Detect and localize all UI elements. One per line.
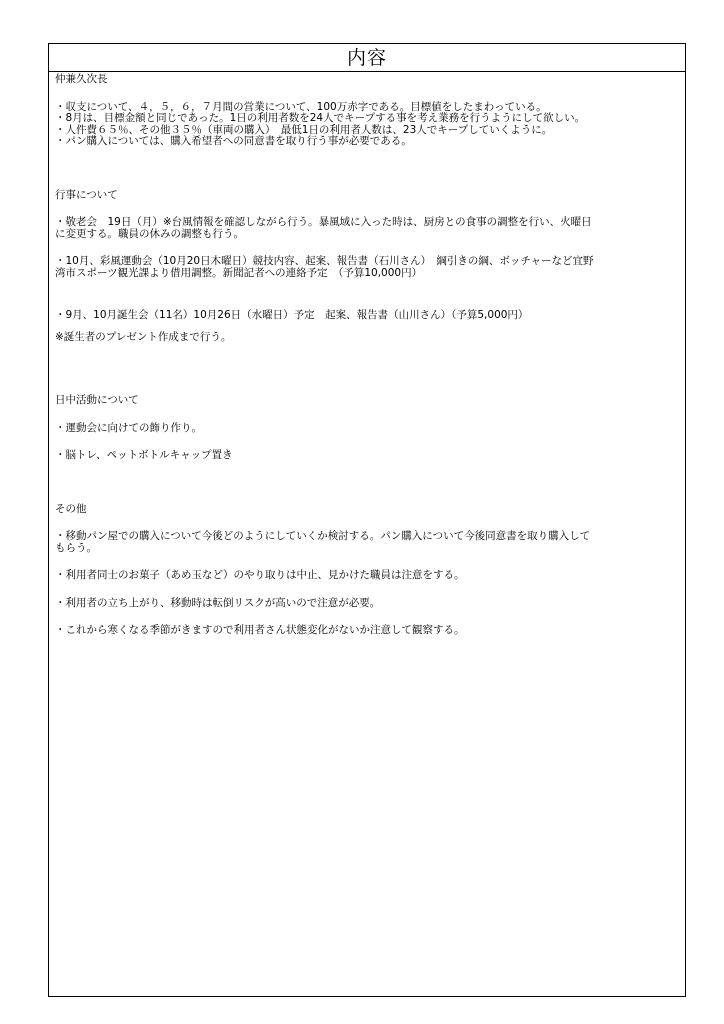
minutes-content bbox=[49, 72, 685, 637]
event-birthday-note: ※誕生者のプレゼント作成まで行う。 bbox=[55, 330, 232, 343]
other-line: ・移動パン屋での購入について今後どのようにしていくか検討する。パン購入について今後同意書を取り購入して bbox=[55, 530, 591, 542]
other-item: ・利用者同士のお菓子（あめ玉など）のやり取りは中止、見かけた職員は注意をする。 bbox=[55, 569, 465, 581]
event-line: 湾市スポーツ観光課より借用調整。新聞記者への連絡予定 （予算10,000円） bbox=[55, 266, 423, 279]
finance-line: ・収支について、４，５，６，７月間の営業について、100万赤字である。目標値をしたまわっている。 bbox=[55, 100, 547, 113]
other-line: もらう。 bbox=[55, 541, 97, 554]
daytime-item: ・運動会に向けての飾り作り。 bbox=[55, 421, 202, 434]
finance-line: ・人件費６５％、その他３５％（車両の購入） 最低1日の利用者人数は、23人でキープしていくように。 bbox=[55, 123, 553, 136]
event-line: ・10月、彩風運動会（10月20日木曜日）競技内容、起案、報告書（石川さん） 綱引きの綱、ボッチャーなど宜野 bbox=[55, 255, 594, 267]
event-line: に変更する。職員の休みの調整も行う。 bbox=[55, 227, 244, 240]
event-keirokai bbox=[55, 217, 679, 240]
minutes-sheet bbox=[48, 43, 686, 997]
finance-line: ・8月は、目標金額と同じであった。1日の利用者数を24人でキープする事を考え業務を行うようにして欲しい。 bbox=[55, 112, 586, 124]
event-birthday: ・9月、10月誕生会（11名）10月26日（水曜日）予定 起案、報告書（山川さん）（予算5,000円） bbox=[55, 309, 529, 321]
event-undokai bbox=[55, 256, 679, 279]
other-bread bbox=[55, 531, 679, 554]
speaker-name: 仲兼久次長 bbox=[55, 73, 108, 85]
event-line: ・敬老会 19日（月）※台風情報を確認しながら行う。暴風域に入った時は、厨房との食事の調整を行い、火曜日 bbox=[55, 216, 592, 228]
events-heading: 行事について bbox=[55, 188, 118, 201]
other-item: ・利用者の立ち上がり、移動時は転倒リスクが高いので注意が必要。 bbox=[55, 596, 381, 609]
other-item: ・これから寒くなる季節がきますので利用者さん状態変化がないか注意して観察する。 bbox=[55, 624, 465, 636]
finance-line: ・パン購入については、購入希望者への同意書を取り行う事が必要である。 bbox=[55, 135, 412, 147]
daytime-heading: 日中活動について bbox=[55, 394, 139, 406]
other-heading: その他 bbox=[55, 502, 87, 515]
page-title: 内容 bbox=[49, 44, 685, 72]
daytime-item: ・脳トレ、ペットボトルキャップ置き bbox=[55, 449, 233, 461]
finance-section bbox=[55, 102, 679, 148]
